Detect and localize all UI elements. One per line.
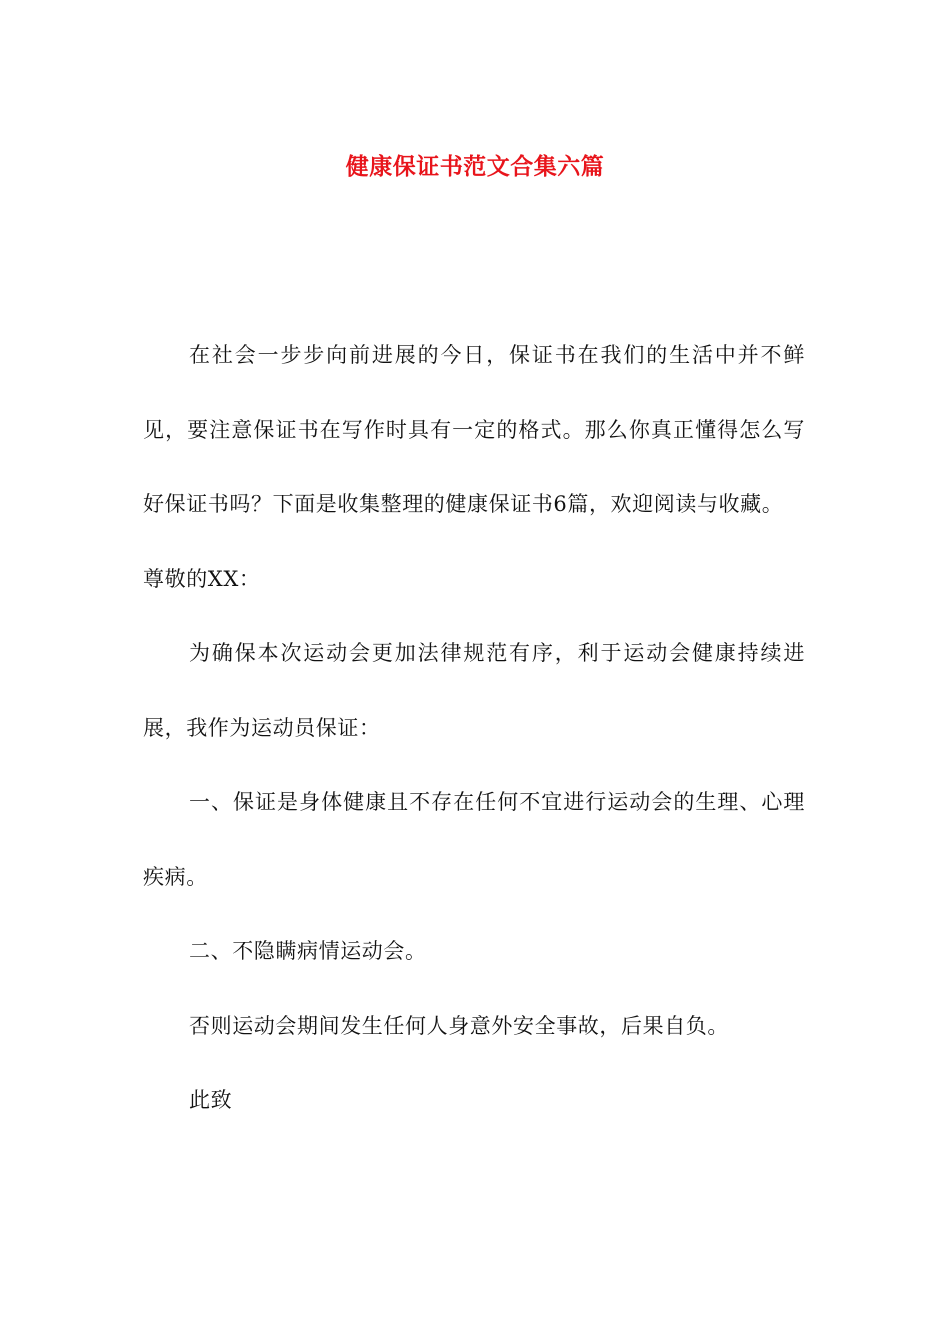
purpose-paragraph: 为确保本次运动会更加法律规范有序，利于运动会健康持续进展，我作为运动员保证： bbox=[143, 641, 805, 740]
pledge-item-2: 二、不隐瞒病情运动会。 bbox=[189, 939, 427, 963]
intro-paragraph: 在社会一步步向前进展的今日，保证书在我们的生活中并不鲜见，要注意保证书在写作时具有一定的格式。那么你真正懂得怎么写好保证书吗？下面是收集整理的健康保证书6篇，欢迎阅读与收藏。 bbox=[143, 343, 805, 516]
salutation: 尊敬的XX： bbox=[143, 566, 261, 591]
pledge-item-1: 一、保证是身体健康且不存在任何不宜进行运动会的生理、心理疾病。 bbox=[143, 790, 805, 889]
closing-phrase: 此致 bbox=[189, 1088, 233, 1112]
liability-paragraph: 否则运动会期间发生任何人身意外安全事故，后果自负。 bbox=[189, 1013, 729, 1038]
document-title: 健康保证书范文合集六篇 bbox=[345, 154, 605, 181]
document-body bbox=[143, 318, 805, 1138]
